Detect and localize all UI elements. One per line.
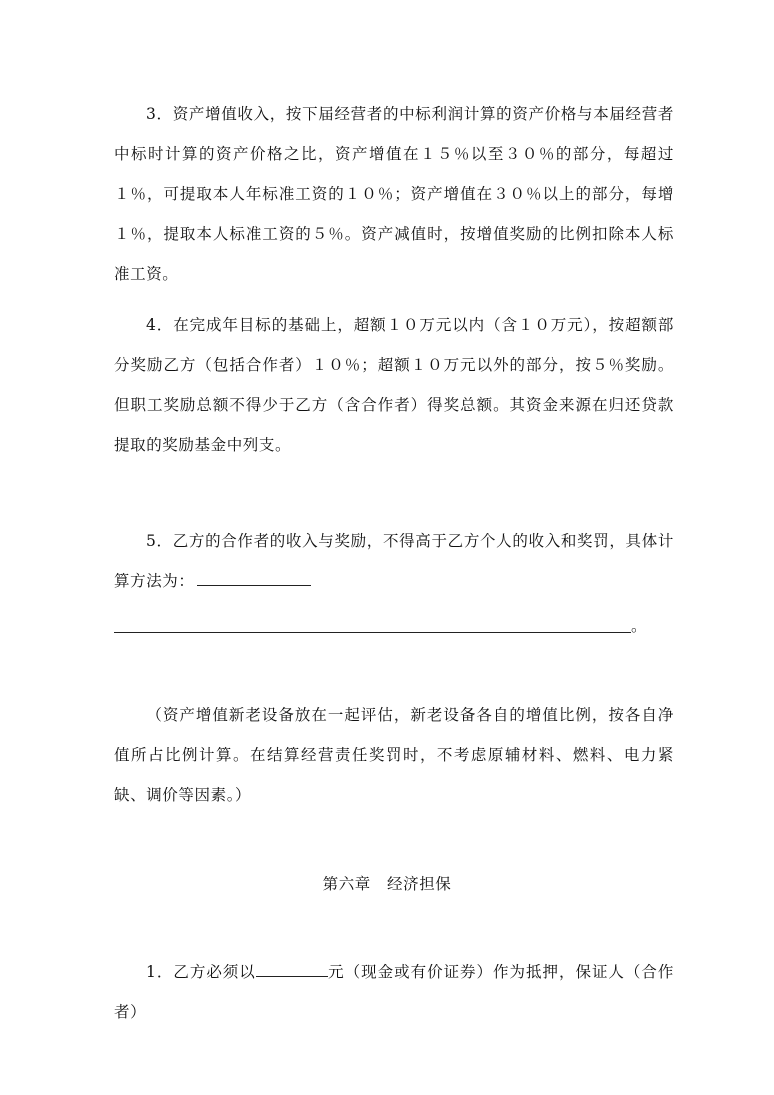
- paragraph-5-number: 5．: [146, 532, 173, 550]
- paragraph-4: [114, 305, 674, 465]
- paragraph-3-number: 3．: [146, 105, 173, 123]
- paragraph-5: [114, 521, 674, 601]
- chapter-heading: 第六章 经济担保: [322, 875, 452, 893]
- clause-1-after-blank: 元（现金或有价证券）作为抵押，保证人（合作者）: [114, 963, 674, 1021]
- paragraph-4-number: 4．: [146, 316, 174, 334]
- clause-1-before-blank: 乙方必须以: [173, 963, 256, 981]
- calculation-method-continuation-blank[interactable]: [114, 632, 631, 633]
- paragraph-4-text: 在完成年目标的基础上，超额１０万元以内（含１０万元），按超额部分奖励乙方（包括合作者）１０％；超额１０万元以外的部分，按５％奖励。但职工奖励总额不得少于乙方（含合作者）得奖总额。其资金来源在归还贷款提取的奖励基金中列支。: [114, 316, 675, 454]
- paragraph-5-text: 乙方的合作者的收入与奖励，不得高于乙方个人的收入和奖罚，具体计算方法为：: [114, 532, 675, 590]
- assessment-note: [114, 695, 674, 815]
- clause-1: [114, 952, 674, 1032]
- paragraph-5-line-end: 。: [631, 617, 647, 635]
- assessment-note-text: （资产增值新老设备放在一起评估，新老设备各自的增值比例，按各自净值所占比例计算。在结算经营责任奖罚时，不考虑原辅材料、燃料、电力紧缺、调价等因素。）: [114, 706, 674, 804]
- calculation-method-blank[interactable]: [197, 567, 311, 586]
- deposit-amount-blank[interactable]: [256, 958, 328, 977]
- clause-1-number: 1．: [146, 963, 174, 981]
- paragraph-3: [114, 94, 674, 294]
- paragraph-3-text: 资产增值收入，按下届经营者的中标利润计算的资产价格与本届经营者中标时计算的资产价格之比，资产增值在１５％以至３０％的部分，每超过１％，可提取本人年标准工资的１０％；资产增值在３０％以上的部分，每增１％，提取本人标准工资的５％。资产减值时，按增值奖励的比例扣除本人标准工资。: [114, 105, 675, 283]
